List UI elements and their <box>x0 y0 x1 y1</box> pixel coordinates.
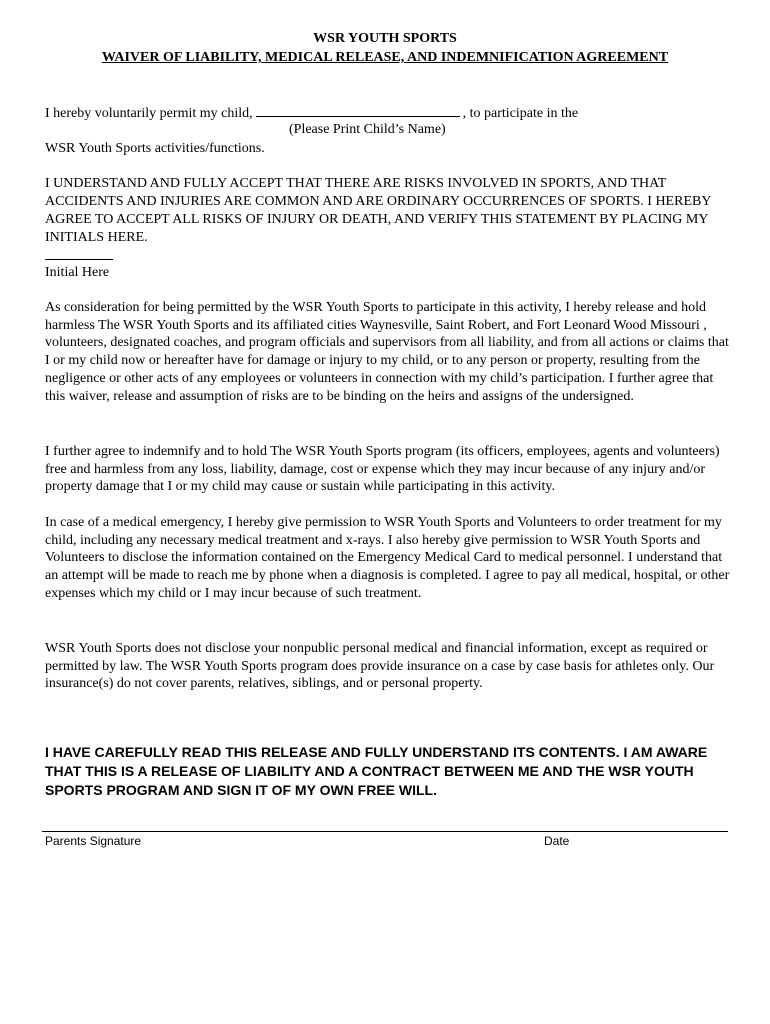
permit-continuation: WSR Youth Sports activities/functions. <box>45 141 265 156</box>
signature-line[interactable] <box>42 831 728 832</box>
release-paragraph: As consideration for being permitted by the WSR Youth Sports to participate in this activity, I hereby release and hold harmless The WSR Youth Sports and its affiliated cities Waynesville, Saint Robert, and Fort Leonard Wood Missouri , volunteers, designated coaches, and program officials and supervisors from all liability, and from all actions or claims that I or my child now or hereafter have for damage or injury to my child, or to any person or property, resulting from the negligence or other acts of any employees or volunteers in connection with my child’s participation. I further agree that this waiver, release and assumption of risks are to be binding on the heirs and assigns of the undersigned. <box>45 300 729 404</box>
permit-prefix: I hereby voluntarily permit my child, <box>45 106 253 121</box>
indemnify-paragraph: I further agree to indemnify and to hold The WSR Youth Sports program (its officers, employees, agents and volunteers) free and harmless from any loss, liability, damage, cost or expense which they may incur because of any injury and/or property damage that I or my child may cause or sustain while participating in this activity. <box>45 444 720 495</box>
permit-suffix: , to participate in the <box>462 106 579 121</box>
date-label: Date <box>544 834 570 848</box>
acknowledgement-statement: I HAVE CAREFULLY READ THIS RELEASE AND FULLY UNDERSTAND ITS CONTENTS. I AM AWARE THAT THIS IS A RELEASE OF LIABILITY AND A CONTRACT BETWEEN ME AND THE WSR YOUTH SPORTS PROGRAM AND SIGN IT OF MY OWN FREE WILL. <box>45 744 708 798</box>
permit-line <box>45 104 578 122</box>
document-title: WSR YOUTH SPORTS <box>313 31 457 46</box>
child-name-hint: (Please Print Child’s Name) <box>289 122 446 137</box>
risk-statement: I UNDERSTAND AND FULLY ACCEPT THAT THERE ARE RISKS INVOLVED IN SPORTS, AND THAT ACCIDENTS AND INJURIES ARE COMMON AND ARE ORDINARY OCCURRENCES OF SPORTS. I HEREBY AGREE TO ACCEPT ALL RISKS OF INJURY OR DEATH, AND VERIFY THIS STATEMENT BY PLACING MY INITIALS HERE. <box>45 176 711 245</box>
child-name-field[interactable] <box>256 104 460 117</box>
privacy-paragraph: WSR Youth Sports does not disclose your nonpublic personal medical and financial information, except as required or permitted by law. The WSR Youth Sports program does provide insurance on a case by case basis for athletes only. Our insurance(s) do not cover parents, relatives, siblings, and or personal property. <box>45 641 715 692</box>
document-subtitle: WAIVER OF LIABILITY, MEDICAL RELEASE, AND INDEMNIFICATION AGREEMENT <box>101 50 669 65</box>
initial-field[interactable] <box>45 259 113 260</box>
parents-signature-label: Parents Signature <box>45 834 142 848</box>
medical-paragraph: In case of a medical emergency, I hereby give permission to WSR Youth Sports and Volunteers to order treatment for my child, including any necessary medical treatment and x-rays. I also hereby give permission to WSR Youth Sports and Volunteers to disclose the information contained on the Emergency Medical Card to medical personnel. I understand that an attempt will be made to reach me by phone when a diagnosis is completed. I agree to pay all medical, hospital, or other expenses which my child or I may incur because of such treatment. <box>45 515 730 601</box>
initial-label: Initial Here <box>45 265 110 280</box>
